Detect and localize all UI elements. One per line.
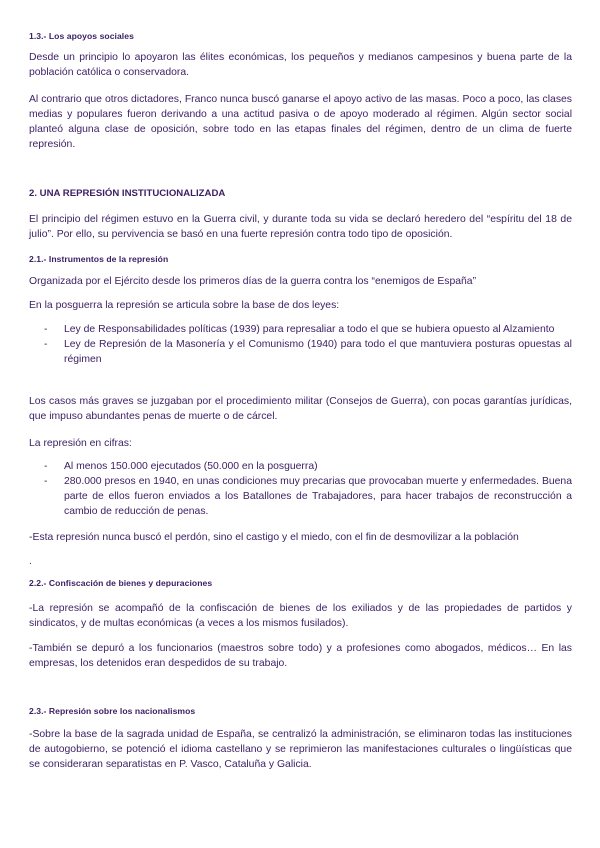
laws-list: [44, 322, 572, 367]
list-dash: -: [44, 476, 48, 487]
list-dash: -: [44, 339, 48, 350]
paragraph-castigo-miedo: -Esta represión nunca buscó el perdón, sino el castigo y el miedo, con el fin de desmovilizar a la población: [29, 532, 519, 543]
paragraph-apoyos-1: Desde un principio lo apoyaron las élites económicas, los pequeños y medianos campesinos y buena parte de la población católica o conservadora.: [29, 52, 572, 78]
heading-apoyos-sociales: 1.3.- Los apoyos sociales: [29, 31, 134, 41]
list-item-figure: [44, 459, 572, 474]
heading-instrumentos-represion: 2.1.- Instrumentos de la represión: [29, 254, 169, 264]
paragraph-represion-intro: El principio del régimen estuvo en la Guerra civil, y durante toda su vida se declaró heredero del “espíritu del 18 de julio”. Por ello, su pervivencia se basó en una fuerte represión contra todo tipo de oposición.: [29, 214, 572, 240]
list-item-law: [44, 337, 572, 367]
figure-text: 280.000 presos en 1940, en unas condiciones muy precarias que provocaban muerte y enfermedades. Buena parte de ellos fueron enviados a los Batallones de Trabajadores, para hacer trabajos de reconstrucción a cambio de reducción de penas.: [64, 476, 572, 517]
stray-period: .: [29, 556, 32, 567]
list-item-law: [44, 322, 572, 337]
list-dash: -: [44, 461, 48, 472]
list-dash: -: [44, 324, 48, 335]
paragraph-confiscacion-1: -La represión se acompañó de la confiscación de bienes de los exiliados y de las propiedades de partidos y sindicatos, y de multas económicas (a veces a los mismos fusilados).: [29, 603, 572, 629]
figures-list: [44, 459, 572, 519]
paragraph-apoyos-2: Al contrario que otros dictadores, Franco nunca buscó ganarse el apoyo activo de las masas. Poco a poco, las clases medias y populares fueron derivando a una actitud pasiva o de apoyo moderado al régimen. Algún sector social planteó alguna clase de oposición, sobre todo en las etapas finales del régimen, dentro de un clima de fuerte represión.: [29, 94, 572, 150]
law-text: Ley de Responsabilidades políticas (1939) para represaliar a todo el que se hubiera opuesto al Alzamiento: [64, 324, 555, 335]
figure-text: Al menos 150.000 ejecutados (50.000 en la posguerra): [64, 461, 318, 472]
paragraph-instrumentos-1: Organizada por el Ejército desde los primeros días de la guerra contra los “enemigos de España”: [29, 276, 477, 287]
paragraph-consejos-guerra: Los casos más graves se juzgaban por el procedimiento militar (Consejos de Guerra), con pocas garantías jurídicas, que impuso abundantes penas de muerte o de cárcel.: [29, 396, 572, 422]
heading-represion-institucionalizada: 2. UNA REPRESIÓN INSTITUCIONALIZADA: [29, 188, 226, 199]
paragraph-confiscacion-2: -También se depuró a los funcionarios (maestros sobre todo) y a profesiones como abogados, médicos… En las empresas, los detenidos eran despedidos de su trabajo.: [29, 643, 572, 669]
law-text: Ley de Represión de la Masonería y el Comunismo (1940) para todo el que mantuviera posturas opuestas al régimen: [64, 339, 572, 365]
list-item-figure: [44, 474, 572, 519]
heading-represion-nacionalismos: 2.3.- Represión sobre los nacionalismos: [29, 706, 196, 716]
paragraph-cifras-title: La represión en cifras:: [29, 438, 132, 449]
heading-confiscacion-bienes: 2.2.- Confiscación de bienes y depuraciones: [29, 578, 213, 588]
paragraph-nacionalismos: -Sobre la base de la sagrada unidad de España, se centralizó la administración, se eliminaron todas las instituciones de autogobierno, se potenció el idioma castellano y se reprimieron las manifestaciones culturales o lingüísticas que se consideraran separatistas en P. Vasco, Cataluña y Galicia.: [29, 729, 572, 770]
paragraph-instrumentos-2: En la posguerra la represión se articula sobre la base de dos leyes:: [29, 300, 340, 311]
